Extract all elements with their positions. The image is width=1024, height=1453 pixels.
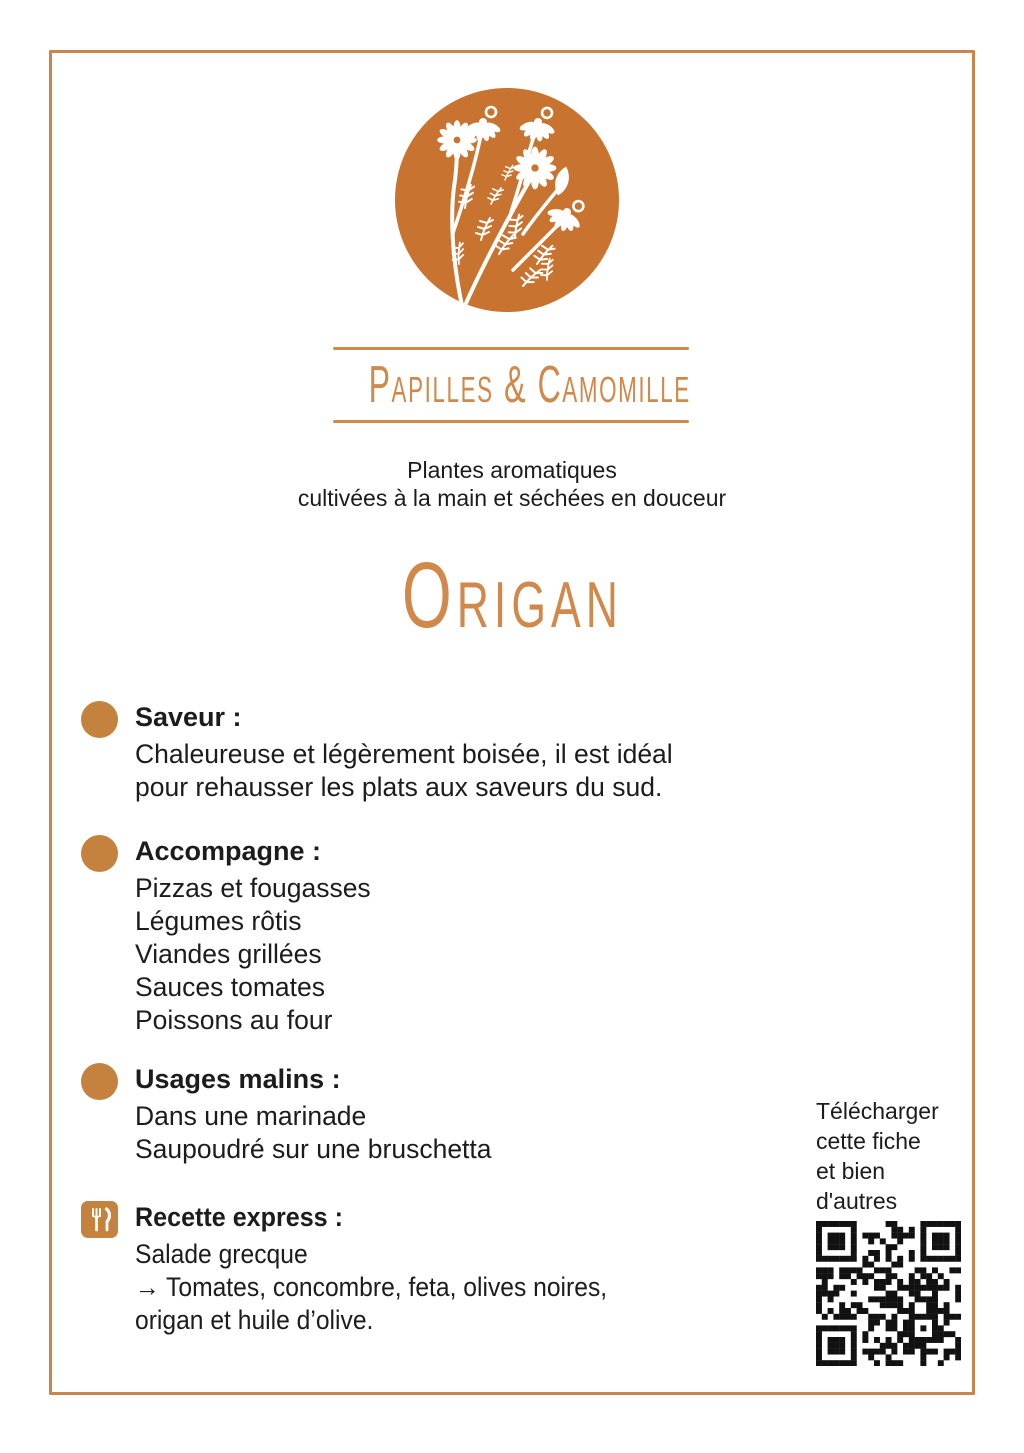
section-recette-content [135, 1200, 643, 1337]
section-line: pour rehausser les plats aux saveurs du sud. [135, 772, 663, 802]
section-line: Poissons au four [135, 1005, 333, 1035]
tagline-line2: cultivées à la main et séchées en douceur [297, 485, 727, 511]
tagline [0, 456, 1024, 512]
section-line: origan et huile d’olive. [135, 1305, 374, 1335]
download-line: et bien [816, 1158, 886, 1184]
download-line: d'autres [816, 1188, 898, 1214]
section-usages-content [135, 1062, 492, 1166]
section-line: Sauces tomates [135, 972, 326, 1002]
bullet-dot-icon [81, 835, 118, 872]
bullet-dot-icon [81, 1063, 118, 1100]
qr-code-icon [816, 1221, 961, 1366]
section-line: Chaleureuse et légèrement boisée, il est idéal [135, 739, 673, 769]
section-line: Viandes grillées [135, 939, 322, 969]
section-heading: Accompagne : [135, 836, 322, 866]
brand-block [333, 347, 689, 423]
section-heading: Usages malins : [135, 1064, 341, 1094]
section-line: Pizzas et fougasses [135, 873, 371, 903]
section-heading: Saveur : [135, 702, 242, 732]
section-heading: Recette express : [135, 1202, 343, 1232]
download-line: cette fiche [816, 1128, 921, 1154]
section-line: Saupoudré sur une bruschetta [135, 1134, 492, 1164]
product-title-text: Origan [401, 544, 623, 648]
brand-logo [395, 88, 619, 312]
download-line: Télécharger [816, 1098, 939, 1124]
section-saveur [81, 700, 821, 804]
section-accompagne [81, 834, 821, 1037]
fork-knife-icon [81, 1201, 118, 1238]
brand-name: Papilles & Camomille [368, 356, 691, 414]
section-line: → Tomates, concombre, feta, olives noires, [135, 1272, 608, 1302]
section-line: Dans une marinade [135, 1101, 367, 1131]
section-saveur-content [135, 700, 673, 804]
chamomile-flowers-icon [395, 88, 619, 312]
bullet-dot-icon [81, 701, 118, 738]
product-title [0, 543, 1024, 648]
section-accompagne-content [135, 834, 371, 1037]
section-line: Salade grecque [135, 1239, 308, 1269]
section-line: Légumes rôtis [135, 906, 302, 936]
tagline-line1: Plantes aromatiques [407, 457, 617, 483]
section-recette-express [81, 1200, 821, 1337]
download-panel [816, 1096, 974, 1366]
download-text [816, 1096, 974, 1216]
section-usages-malins [81, 1062, 821, 1166]
